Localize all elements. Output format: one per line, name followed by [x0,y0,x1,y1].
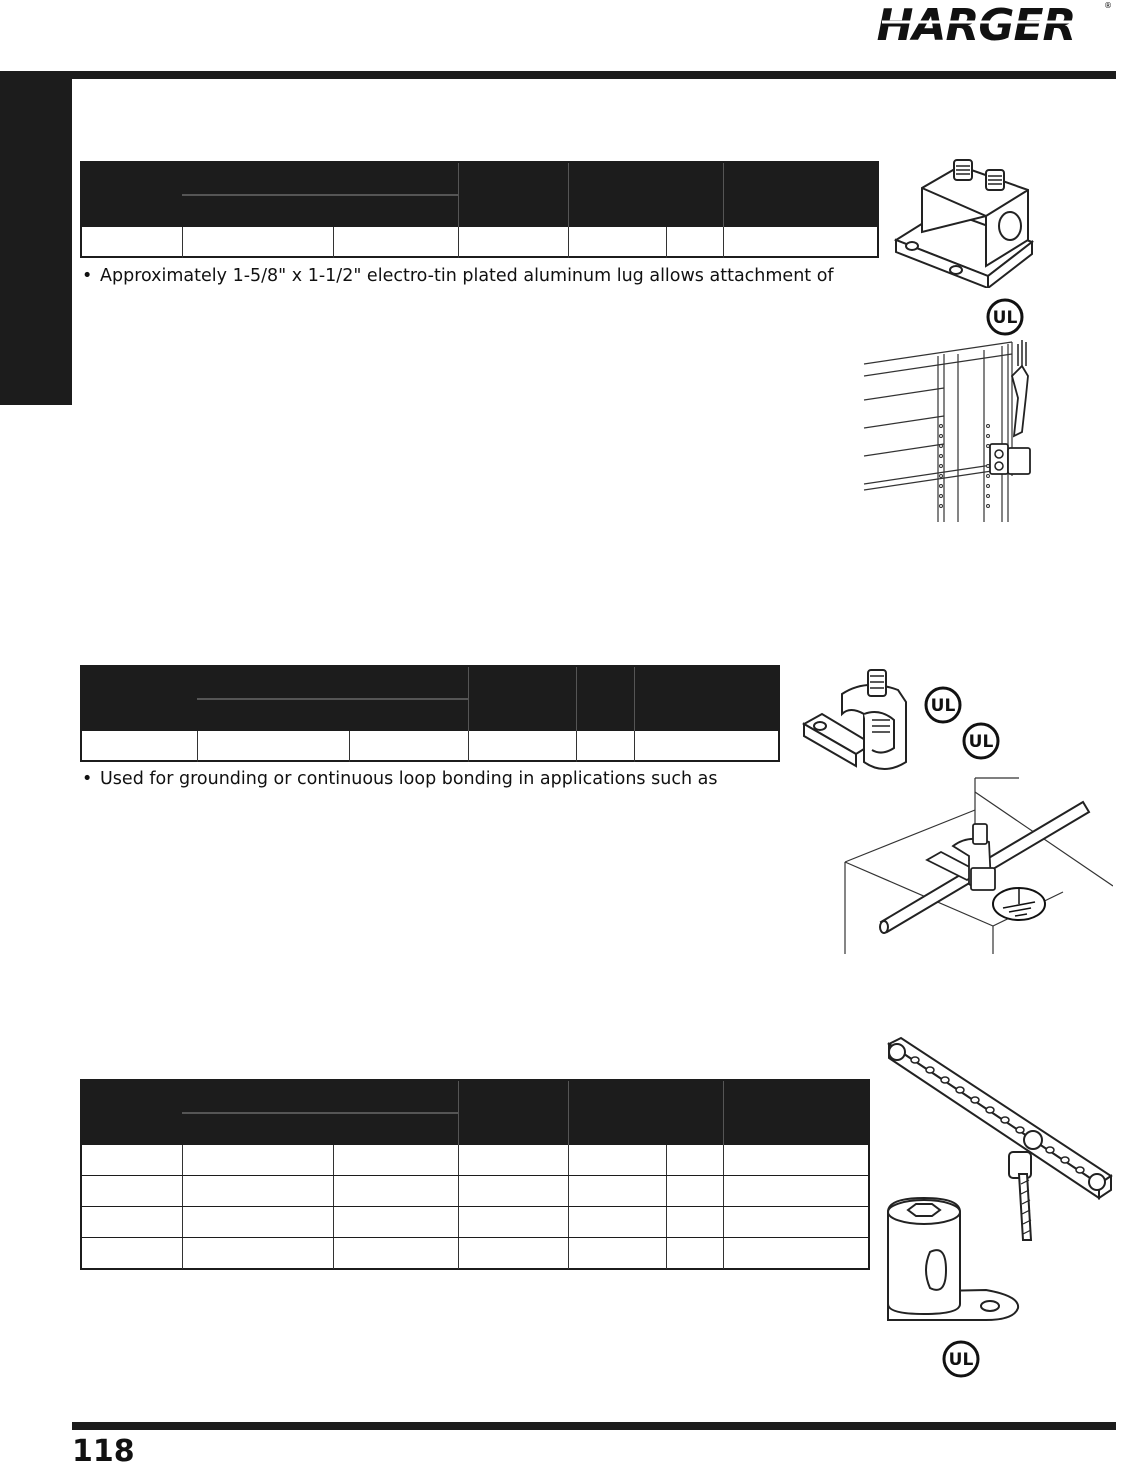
logo-text: HARGER [876,0,1076,46]
spec-table-b [80,665,780,762]
top-rule [0,71,1116,79]
spec-table-a [80,161,879,258]
ul-listed-icon [941,1339,981,1379]
svg-text:UL: UL [968,732,994,752]
bullet-dot: • [82,266,93,286]
bullet-item: • Approximately 1-5/8" x 1-1/2" electro-tin plated aluminum lug allows attachment of [82,266,834,286]
ul-listed-icon [961,721,1001,761]
table-row [82,1145,868,1176]
spec-table-c [80,1079,870,1270]
lug-illustration [890,148,1038,288]
bullet-item: • Used for grounding or continuous loop bonding in applications such as [82,769,718,789]
table-header [82,163,877,227]
svg-text:UL: UL [992,308,1018,328]
table-row [82,731,778,762]
page-number: 118 [72,1434,135,1465]
clamp-illustration [802,658,918,776]
svg-text:UL: UL [948,1350,974,1370]
bonding-installation-illustration [843,776,1113,954]
table-row [82,1207,868,1238]
table-row [82,1176,868,1207]
compression-lug-illustration [886,1196,1022,1326]
table-header [82,667,778,731]
section-tab [0,71,72,405]
harger-logo [842,0,1114,46]
cabinet-rack-illustration [862,336,1034,522]
table-header [82,1081,868,1145]
table-row [82,227,877,258]
ul-listed-icon [923,685,963,725]
table-row [82,1238,868,1269]
registered-mark: ® [1104,1,1112,10]
ul-listed-icon [985,297,1025,337]
bullet-dot: • [82,769,93,789]
svg-text:UL: UL [930,696,956,716]
bottom-rule [72,1422,1116,1430]
